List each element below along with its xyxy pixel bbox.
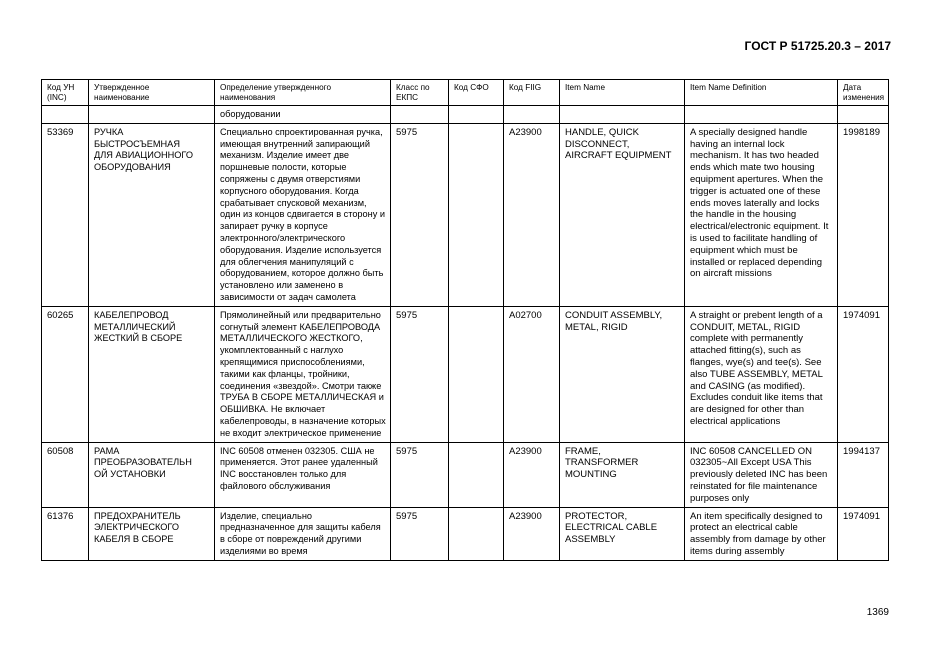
cell-item-name: PROTECTOR, ELECTRICAL CABLE ASSEMBLY xyxy=(560,507,685,560)
standard-code: ГОСТ Р 51725.20.3 – 2017 xyxy=(744,39,891,53)
cell-name-ru: РУЧКА БЫСТРОСЪЕМНАЯ ДЛЯ АВИАЦИОННОГО ОБОРУДОВАНИЯ xyxy=(89,123,215,306)
col-header-ekps: Класс по ЕКПС xyxy=(391,80,449,106)
cell-date: 1974091 xyxy=(838,306,889,442)
cell-definition-ru: INC 60508 отменен 032305. США не применяется. Этот ранее удаленный INC восстановлен только для файлового обслуживания xyxy=(215,442,391,507)
cell-date: 1974091 xyxy=(838,507,889,560)
cell-sfo xyxy=(449,123,504,306)
cell-definition-ru: Изделие, специально предназначенное для защиты кабеля в сборе от повреждений другими изделиями во время xyxy=(215,507,391,560)
cell-item-name: CONDUIT ASSEMBLY, METAL, RIGID xyxy=(560,306,685,442)
table-row xyxy=(42,123,889,306)
cell-definition-ru: Специально спроектированная ручка, имеющая внутренний запирающий механизм. Изделие имеет две поршневые полости, которые сопряжены с двумя отверстиями корпусного оборудования. Когда срабатывает спусковой механизм, один из концов сдвигается в сторону и запирает ручку в корпусе электронного/электрического оборудования. Изделие используется для облегчения манипуляций с оборудованием, которое должно быть установлено или заменено в зависимости от задач самолета xyxy=(215,123,391,306)
cell-item-name: HANDLE, QUICK DISCONNECT, AIRCRAFT EQUIPMENT xyxy=(560,123,685,306)
nomenclature-table xyxy=(41,79,889,561)
table-row xyxy=(42,507,889,560)
col-header-fiig: Код FIIG xyxy=(504,80,560,106)
cell-fiig xyxy=(504,106,560,124)
cell-sfo xyxy=(449,442,504,507)
page-number: 1369 xyxy=(866,607,889,618)
col-header-item-definition: Item Name Definition xyxy=(685,80,838,106)
cell-definition-ru: оборудовании xyxy=(215,106,391,124)
col-header-definition: Определение утвержденного наименования xyxy=(215,80,391,106)
cell-item-definition xyxy=(685,106,838,124)
table-row xyxy=(42,306,889,442)
cell-date: 1994137 xyxy=(838,442,889,507)
cell-name-ru: ПРЕДОХРАНИТЕЛЬ ЭЛЕКТРИЧЕСКОГО КАБЕЛЯ В СБОРЕ xyxy=(89,507,215,560)
cell-inc xyxy=(42,106,89,124)
col-header-date: Дата изменения xyxy=(838,80,889,106)
cell-name-ru: КАБЕЛЕПРОВОД МЕТАЛЛИЧЕСКИЙ ЖЕСТКИЙ В СБОРЕ xyxy=(89,306,215,442)
table-header-row xyxy=(42,80,889,106)
cell-date: 1998189 xyxy=(838,123,889,306)
cell-sfo xyxy=(449,507,504,560)
col-header-inc: Код УН (INC) xyxy=(42,80,89,106)
cell-ekps xyxy=(391,106,449,124)
cell-item-definition: An item specifically designed to protect an electrical cable assembly from damage by other items during assembly xyxy=(685,507,838,560)
col-header-sfo: Код СФО xyxy=(449,80,504,106)
cell-fiig: A02700 xyxy=(504,306,560,442)
cell-inc: 53369 xyxy=(42,123,89,306)
cell-item-definition: A specially designed handle having an internal lock mechanism. It has two headed ends which mate two housing equipment apertures. When the trigger is actuated one of these ends moves laterally and locks the handle in the housing electrical/electronic equipment. It is used to facilitate handling of equipment which must be installed or replaced depending on aircraft missions xyxy=(685,123,838,306)
cell-inc: 60508 xyxy=(42,442,89,507)
cell-fiig: A23900 xyxy=(504,442,560,507)
cell-item-name: FRAME, TRANSFORMER MOUNTING xyxy=(560,442,685,507)
cell-sfo xyxy=(449,106,504,124)
cell-ekps: 5975 xyxy=(391,306,449,442)
table-row-continuation xyxy=(42,106,889,124)
cell-definition-ru: Прямолинейный или предварительно согнутый элемент КАБЕЛЕПРОВОДА МЕТАЛЛИЧЕСКОГО ЖЕСТКОГО, укомплектованный с наглухо крепящимися приспособлениями, такими как фланцы, тройники, соединения «звездой». Смотри также ТРУБА В СБОРЕ МЕТАЛЛИЧЕСКАЯ и ОБШИВКА. Не включает кабелепроводы, в назначение которых не входит электрическое применение xyxy=(215,306,391,442)
table-row xyxy=(42,442,889,507)
cell-ekps: 5975 xyxy=(391,123,449,306)
cell-item-definition: A straight or prebent length of a CONDUIT, METAL, RIGID complete with permanently attached fitting(s), such as flanges, wye(s) and tee(s). See also TUBE ASSEMBLY, METAL and CASING (as modified). Excludes conduit like items that are designed for other than electrical applications xyxy=(685,306,838,442)
cell-item-definition: INC 60508 CANCELLED ON 032305~All Except USA This previously deleted INC has been reinstated for file maintenance purposes only xyxy=(685,442,838,507)
cell-ekps: 5975 xyxy=(391,507,449,560)
cell-sfo xyxy=(449,306,504,442)
col-header-item-name: Item Name xyxy=(560,80,685,106)
cell-name-ru xyxy=(89,106,215,124)
cell-inc: 61376 xyxy=(42,507,89,560)
cell-fiig: A23900 xyxy=(504,507,560,560)
cell-ekps: 5975 xyxy=(391,442,449,507)
cell-date xyxy=(838,106,889,124)
cell-name-ru: РАМА ПРЕОБРАЗОВАТЕЛЬН ОЙ УСТАНОВКИ xyxy=(89,442,215,507)
col-header-approved-name: Утвержденное наименование xyxy=(89,80,215,106)
cell-inc: 60265 xyxy=(42,306,89,442)
cell-item-name xyxy=(560,106,685,124)
cell-fiig: A23900 xyxy=(504,123,560,306)
